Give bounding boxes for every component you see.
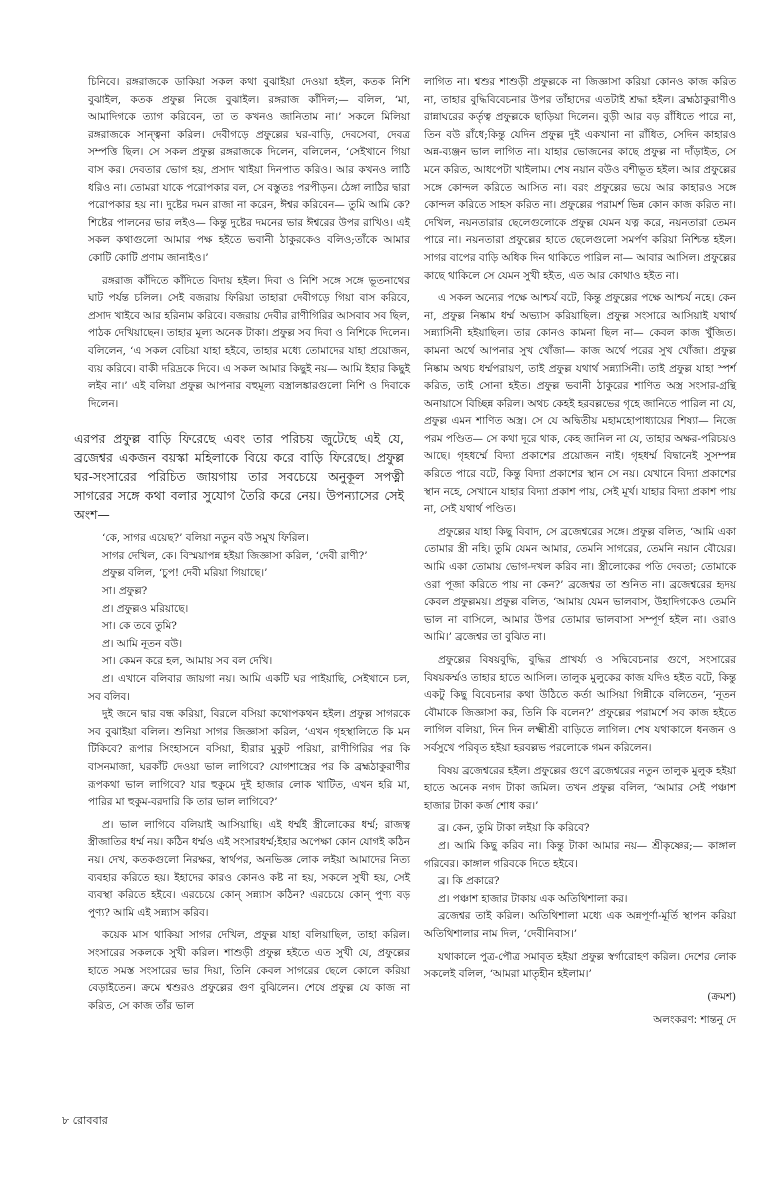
- illustration-credit: অলংকরণ: শান্তনু দে: [653, 1014, 736, 1027]
- paragraph: যথাকালে পুত্র-পৌত্র সমাবৃত হইয়া প্রফুল্ল স্বর্গারোহণ করিল। দেশের লোক সকলেই বলিল, ‘আমরা মাতৃহীন হইলাম।’: [424, 950, 736, 981]
- dialogue-line: ব্র। কেন, তুমি টাকা লইয়া কি করিবে?: [438, 822, 590, 835]
- to-be-continued: (ক্রমশ): [707, 990, 736, 1003]
- dialogue-line: সা। কে তবে তুমি?: [102, 620, 177, 633]
- paragraph: বিষয় ব্রজেশ্বরের হইল। প্রফুল্লের গুণে ব্রজেশ্বরের নতুন তালুক মুলুক হইয়া হাতে অনেক নগদ টাকা জমিল। তখন প্রফুল্ল বলিল, ‘আমার সেই পঞ্চাশ হাজার টাকা কর্জ শোধ কর।’: [424, 764, 736, 812]
- dialogue-line: প্র। পঞ্চাশ হাজার টাকায় এক অতিথিশালা কর।: [438, 892, 628, 905]
- page-footer: [62, 1112, 108, 1131]
- left-column: [74, 74, 410, 1020]
- paragraph: দুই জনে দ্বার বন্ধ করিয়া, বিরলে বসিয়া কথোপকথন হইল। প্রফুল্ল সাগরকে সব বুঝাইয়া বলিল। শুনিয়া সাগর জিজ্ঞাসা করিল, ‘এখন গৃহস্থালিতে কি মন টিকিবে? রূপার সিংহাসনে বসিয়া, হীরার মুকুট পরিয়া, রাণীগিরির পর কি বাসনমাজা, ঘরকাঁট দেওয়া ভাল লাগিবে? যোগশাস্ত্রের পর কি ব্রহ্মঠাকুরাণীর রূপকথা ভাল লাগিবে? যার হুকুমে দুই হাজার লোক খাটিত, এখন হরি মা, পারির মা হুকুম-বরদারি কি তার ভাল লাগিবে?’: [88, 708, 410, 809]
- paragraph: এ সকল অন্যের পক্ষে আশ্চর্য বটে, কিন্তু প্রফুল্লের পক্ষে আশ্চর্য নহে। কেন না, প্রফুল্ল নিষ্কাম ধর্ম্ম অভ্যাস করিয়াছিল। প্রফুল্ল সংসারে আসিয়াই যথার্থ সন্ন্যাসিনী হইয়াছিল। তার কোনও কামনা ছিল না— কেবল কাজ খুঁজিত। কামনা অর্থে আপনার সুখ খোঁজা— কাজ অর্থে পরের সুখ খোঁজা। প্রফুল্ল নিষ্কাম অথচ ধর্ম্মপরায়ণ, তাই প্রফুল্ল যথার্থ সন্ন্যাসিনী। তাই প্রফুল্ল যাহা স্পর্শ করিত, তাই সোনা হইত। প্রফুল্ল ভবানী ঠাকুরের শাণিত অস্ত্র সংসার-গ্রন্থি অনায়াসে বিচ্ছিন্ন করিল। অথচ কেহই হরবল্লভের গৃহে জানিতে পারিল না যে, প্রফুল্ল এমন শাণিত অস্ত্র। সে যে অদ্বিতীয় মহামহোপাধ্যায়ের শিষ্যা— নিজে পরম পণ্ডিত— সে কথা দূরে থাক, কেহ জানিল না যে, তাহার অক্ষর-পরিচয়ও আছে। গৃহধর্ম্মে বিদ্যা প্রকাশের প্রয়োজন নাই। গৃহধর্ম্ম বিদ্বানেই সুসম্পন্ন করিতে পারে বটে, কিন্তু বিদ্যা প্রকাশের স্থান সে নয়। যেখানে বিদ্যা প্রকাশের স্থান নহে, সেখানে যাহার বিদ্যা প্রকাশ পায়, সেই মূর্খ। যাহার বিদ্যা প্রকাশ পায় না, সেই যথার্থ পণ্ডিত।: [424, 292, 736, 516]
- right-column: [424, 74, 736, 1035]
- dialogue-line: প্র। এখানে বলিবার জায়গা নয়। আমি একটি ঘর পাইয়াছি, সেইখানে চল, সব বলিব।: [88, 673, 410, 703]
- paragraph: ব্রজেশ্বর তাই করিল। অতিথিশালা মধ্যে এক অন্নপূর্ণা-মূর্তি স্থাপন করিয়া অতিথিশালার নাম দিল, ‘দেবীনিবাস।’: [424, 910, 736, 940]
- dialogue-line: ‘কে, সাগর এয়েছ?’ বলিয়া নতুন বউ সমুখ ফিরিল।: [102, 532, 309, 545]
- paragraph: প্র। ভাল লাগিবে বলিয়াই আসিয়াছি। এই ধর্ম্মই স্ত্রীলোকের ধর্ম্ম; রাজত্ব স্ত্রীজাতির ধর্ম্ম নয়। কঠিন ধর্ম্মও এই সংসারধর্ম্ম;ইহার অপেক্ষা কোন যোগই কঠিন নয়। দেখ, কতকগুলো নিরক্ষর, স্বার্থপর, অনভিজ্ঞ লোক লইয়া আমাদের নিত্য ব্যবহার করিতে হয়। ইহাদের কারও কোনও কষ্ট না হয়, সকলে সুখী হয়, সেই ব্যবস্থা করিতে হইবে। এরচেয়ে কোন্ সন্ন্যাস কঠিন? এরচেয়ে কোন্ পুণ্য বড় পুণ্য? আমি এই সন্ন্যাস করিব।: [88, 818, 410, 919]
- dialogue-line: সাগর দেখিল, কে। বিস্ময়াপন্ন হইয়া জিজ্ঞাসা করিল, ‘দেবী রাণী?’: [102, 549, 368, 562]
- dialogue-line: ব্র। কি প্রকারে?: [438, 875, 500, 888]
- dialogue-line: সা। কেমন করে হল, আমায় সব বল দেখি।: [102, 655, 273, 668]
- dialogue-line: প্র। প্রফুল্লও মরিয়াছে।: [102, 602, 189, 615]
- editorial-intro: এরপর প্রফুল্ল বাড়ি ফিরেছে এবং তার পরিচয় জুটেছে এই যে, ব্রজেশ্বর একজন বয়স্কা মহিলাকে বিয়ে করে বাড়ি ফিরেছে। প্রফুল্ল ঘর-সংসারের পরিচিত জায়গায় তার সবচেয়ে অনুকূল সপত্নী সাগরের সঙ্গে কথা বলার সুযোগ তৈরি করে নেয়। উপন্যাসের সেই অংশ—: [74, 431, 404, 523]
- paragraph: রঙ্গরাজ কাঁদিতে কাঁদিতে বিদায় হইল। দিবা ও নিশি সঙ্গে সঙ্গে ভূতনাথের ঘাট পর্যন্ত চলিল। সেই বজরায় ফিরিয়া তাহারা দেবীগড়ে গিয়া বাস করিবে, প্রসাদ খাইবে আর হরিনাম করিবে। বজরায় দেবীর রাণীগিরির আসবাব সব ছিল, পাঠক দেখিয়াছেন। তাহার মূল্য অনেক টাকা। প্রফুল্ল সব দিবা ও নিশিকে দিলেন। বলিলেন, ‘এ সকল বেচিয়া যাহা হইবে, তাহার মধ্যে তোমাদের যাহা প্রয়োজন, ব্যয় করিবে। বাকী দরিদ্রকে দিবে। এ সকল আমার কিছুই নয়— আমি ইহার কিছুই লইব না।’ এই বলিয়া প্রফুল্ল আপনার বহুমূল্য বস্ত্রালঙ্কারগুলো নিশি ও দিবাকে দিলেন।: [88, 274, 410, 410]
- dialogue-line: প্র। আমি নূতন বউ।: [102, 637, 183, 650]
- paragraph: কয়েক মাস থাকিয়া সাগর দেখিল, প্রফুল্ল যাহা বলিয়াছিল, তাহা করিল। সংসারের সকলকে সুখী করিল। শাশুড়ী প্রফুল্ল হইতে এত সুখী যে, প্রফুল্লের হাতে সমস্ত সংসারের ভার দিয়া, তিনি কেবল সাগরের ছেলে কোলে করিয়া বেড়াইতেন। ক্রমে শ্বশুরও প্রফুল্লের গুণ বুঝিলেন। শেষে প্রফুল্ল যে কাজ না করিত, সে কাজ তাঁর ভাল: [88, 929, 410, 1012]
- dialogue-line: প্র। আমি কিছু করিব না। কিন্তু টাকা আমার নয়— শ্রীকৃষ্ণের;— কাঙ্গাল গরিবের। কাঙ্গাল গরিবকে দিতে হইবে।: [424, 839, 736, 870]
- magazine-name: রোববার: [72, 1114, 108, 1127]
- paragraph: প্রফুল্লের যাহা কিছু বিবাদ, সে ব্রজেশ্বরের সঙ্গে। প্রফুল্ল বলিত, ‘আমি একা তোমার স্ত্রী নহি। তুমি যেমন আমার, তেমনি সাগরের, তেমনি নয়ান বৌয়ের। আমি একা তোমায় ভোগ-দখল করিব না। স্ত্রীলোকের পতি দেবতা; তোমাকে ওরা পূজা করিতে পায় না কেন?’ ব্রজেশ্বর তা শুনিত না। ব্রজেশ্বরের হৃদয় কেবল প্রফুল্লময়। প্রফুল্ল বলিত, ‘আমায় যেমন ভালবাস, উহাদিগকেও তেমনি ভাল না বাসিলে, আমার উপর তোমার ভালবাসা সম্পূর্ণ হইল না। ওরাও আমি।’ ব্রজেশ্বর তা বুঝিত না।: [424, 525, 736, 644]
- page-number: ৮: [62, 1114, 70, 1127]
- paragraph: প্রফুল্লের বিষয়বুদ্ধি, বুদ্ধির প্রাখর্য্য ও সদ্বিবেচনার গুণে, সংসারের বিষয়কর্ম্মও তাহার হাতে আসিল। তালুক মুলুকের কাজ যদিও হইত বটে, কিন্তু একটু কিছু বিবেচনার কথা উঠিতে কর্তা আসিয়া গিন্নীকে বলিতেন, ‘নূতন বৌমাকে জিজ্ঞাসা কর, তিনি কি বলেন?’ প্রফুল্লের পরামর্শে সব কাজ হইতে লাগিল বলিয়া, দিন দিন লক্ষ্মীশ্রী বাড়িতে লাগিল। শেষ যথাকালে ধনজন ও সর্বসুখে পরিবৃত হইয়া হরবল্লভ পরলোকে গমন করিলেন।: [424, 654, 736, 754]
- dialogue-line: সা। প্রফুল্ল?: [102, 585, 148, 598]
- dialogue-line: প্রফুল্ল বলিল, ‘চুপ! দেবী মরিয়া গিয়াছে।’: [102, 567, 268, 580]
- paragraph: চিনিবে। রঙ্গরাজকে ডাকিয়া সকল কথা বুঝাইয়া দেওয়া হইল, কতক নিশি বুঝাইল, কতক প্রফুল্ল নিজে বুঝাইল। রঙ্গরাজ কাঁদিল;— বলিল, ‘মা, আমাদিগকে ত্যাগ করিবেন, তা ত কখনও জানিতাম না।’ সকলে মিলিয়া রঙ্গরাজকে সান্ত্বনা করিল। দেবীগড়ে প্রফুল্লের ঘর-বাড়ি, দেবসেবা, দেবত্র সম্পত্তি ছিল। সে সকল প্রফুল্ল রঙ্গরাজকে দিলেন, বলিলেন, ‘সেইখানে গিয়া বাস কর। দেবতার ভোগ হয়, প্রসাদ খাইয়া দিনপাত করিও। আর কখনও লাঠি ধরিও না। তোমরা যাকে পরোপকার বল, সে বস্তুতঃ পরপীড়ন। ঠেঙ্গা লাঠির দ্বারা পরোপকার হয় না। দুষ্টের দমন রাজা না করেন, ঈশ্বর করিবেন— তুমি আমি কে? শিষ্টের পালনের ভার লইও— কিন্তু দুষ্টের দমনের ভার ঈশ্বরের উপর রাখিও। এই সকল কথাগুলো আমার পক্ষ হইতে ভবানী ঠাকুরকেও বলিও;তাঁকে আমার কোটি কোটি প্রণাম জানাইও।’: [88, 76, 410, 264]
- paragraph: লাগিত না। শ্বশুর শাশুড়ী প্রফুল্লকে না জিজ্ঞাসা করিয়া কোনও কাজ করিত না, তাহার বুদ্ধিবিবেচনার উপর তাঁহাদের এতটাই শ্রদ্ধা হইল। ব্রহ্মঠাকুরাণীও রান্নাঘরের কর্তৃত্ব প্রফুল্লকে ছাড়িয়া দিলেন। বুড়ী আর বড় রাঁধিতে পারে না, তিন বউ রাঁধে;কিন্তু যেদিন প্রফুল্ল দুই একখানা না রাঁধিত, সেদিন কাহারও অন্ন-ব্যঞ্জন ভাল লাগিত না। যাহার ভোজনের কাছে প্রফুল্ল না দাঁড়াইত, সে মনে করিত, আধপেটা খাইলাম। শেষ নয়ান বউও বশীভূত হইল। আর প্রফুল্লের সঙ্গে কোন্দল করিতে আসিত না। বরং প্রফুল্লের ভয়ে আর কাহারও সঙ্গে কোন্দল করিতে সাহস করিত না। প্রফুল্লের পরামর্শ ভিন্ন কোন কাজ করিত না। দেখিল, নয়নতারার ছেলেগুলোকে প্রফুল্ল যেমন যত্ন করে, নয়নতারা তেমন পারে না। নয়নতারা প্রফুল্লের হাতে ছেলেগুলো সমর্পণ করিয়া নিশ্চিন্ত হইল। সাগর বাপের বাড়ি অধিক দিন থাকিতে পারিল না— আবার আসিল। প্রফুল্লের কাছে থাকিলে সে যেমন সুখী হইত, এত আর কোথাও হইত না।: [424, 76, 736, 282]
